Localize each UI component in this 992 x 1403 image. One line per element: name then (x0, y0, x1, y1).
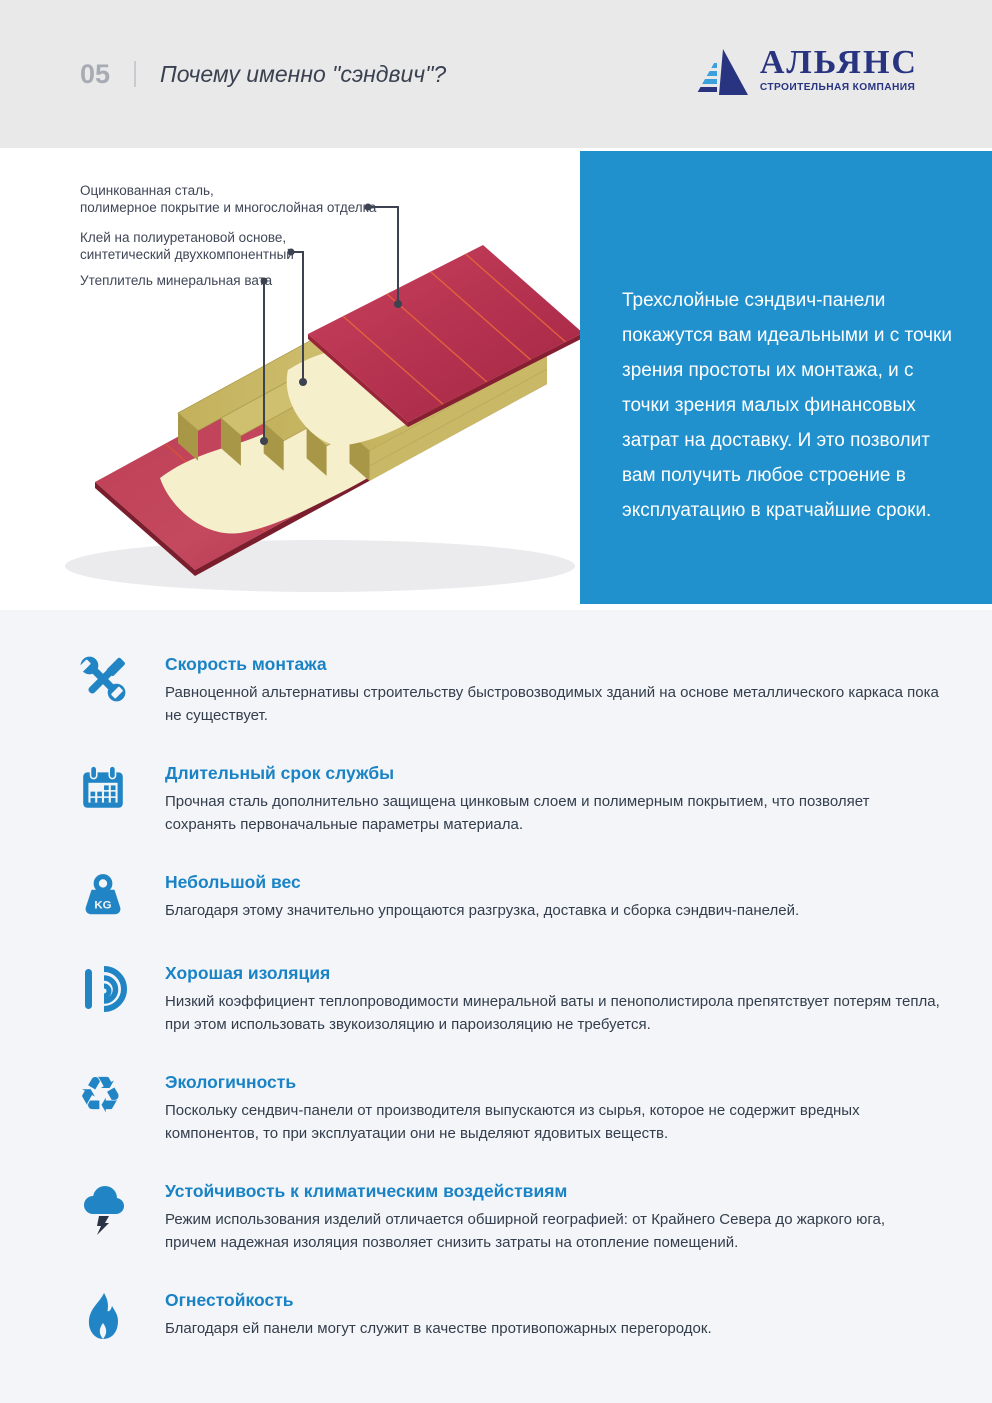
sandwich-panel-illustration (0, 148, 586, 610)
feature-speed (78, 654, 940, 727)
insulation-waves-icon (78, 963, 128, 1036)
feature-weight (78, 872, 940, 927)
highlight-paragraph: Трехслойные сэндвич-панели покажутся вам идеальными и с точки зрения простоты их монтажа, и с точки зрения малых финансовых затрат на доставку. И это позволит вам получить любое строение в эксплуатацию в кратчайшие сроки. (622, 290, 952, 521)
feature-fire (78, 1290, 940, 1347)
feature-title: Скорость монтажа (165, 654, 327, 674)
flame-icon (78, 1290, 128, 1347)
feature-text: Равноценной альтернативы строительству быстровозводимых зданий на основе металлического каркаса пока не существует. (165, 684, 939, 724)
feature-text: Благодаря ей панели могут служит в качестве противопожарных перегородок. (165, 1320, 712, 1337)
feature-ecology (78, 1066, 940, 1145)
highlight-text-box (580, 151, 992, 604)
features-list (0, 610, 992, 1403)
pyramid-logo-icon (694, 46, 750, 103)
feature-title: Длительный срок службы (165, 763, 395, 783)
page-header (0, 0, 992, 148)
tools-icon (78, 654, 128, 727)
calendar-icon (78, 763, 128, 836)
header-divider (134, 61, 136, 87)
feature-text: Режим использования изделий отличается обширной географией: от Крайнего Севера до жаркого юга, причем надежная изоляция позволяет снизить затраты на отопление помещений. (165, 1211, 886, 1251)
company-logo (694, 46, 918, 103)
page-title: Почему именно "сэндвич"? (160, 60, 447, 87)
logo-tagline: СТРОИТЕЛЬНАЯ КОМПАНИЯ (759, 82, 916, 93)
feature-climate (78, 1181, 940, 1254)
feature-text: Благодаря этому значительно упрощаются разгрузка, доставка и сборка сэндвич-панелей. (165, 902, 800, 919)
feature-title: Устойчивость к климатическим воздействиям (165, 1181, 568, 1201)
layer-label-wool: Утеплитель минеральная вата (80, 273, 273, 288)
layer-label-steel: Оцинкованная сталь, полимерное покрытие и многослойная отделка (80, 183, 377, 215)
recycle-icon: ♻ (78, 1066, 123, 1124)
page-number: 05 (80, 58, 111, 89)
kg-label: KG (94, 899, 112, 912)
feature-text: Низкий коэффициент теплопроводимости минеральной ваты и пенополистирола препятствует потерям тепла, при этом использовать звукоизоляцию и пароизоляцию не требуется. (165, 993, 940, 1033)
sandwich-panel-diagram-section (0, 148, 992, 610)
logo-name: АЛЬЯНС (759, 44, 918, 81)
feature-text: Поскольку сендвич-панели от производителя выпускаются из сырья, которое не содержит вредных компонентов, то при эксплуатации они не выделяют ядовитых веществ. (165, 1102, 860, 1142)
feature-lifetime (78, 763, 940, 836)
feature-title: Хорошая изоляция (165, 963, 331, 983)
feature-title: Огнестойкость (165, 1290, 294, 1310)
feature-text: Прочная сталь дополнительно защищена цинковым слоем и полимерным покрытием, что позволяет сохранять первоначальные параметры материала. (165, 793, 870, 833)
layer-label-glue: Клей на полиуретановой основе, синтетический двухкомпонентный (80, 230, 294, 262)
storm-cloud-icon (78, 1181, 128, 1254)
feature-title: Экологичность (165, 1072, 297, 1092)
feature-insulation (78, 963, 940, 1036)
feature-title: Небольшой вес (165, 872, 301, 892)
kettlebell-icon (78, 872, 128, 927)
